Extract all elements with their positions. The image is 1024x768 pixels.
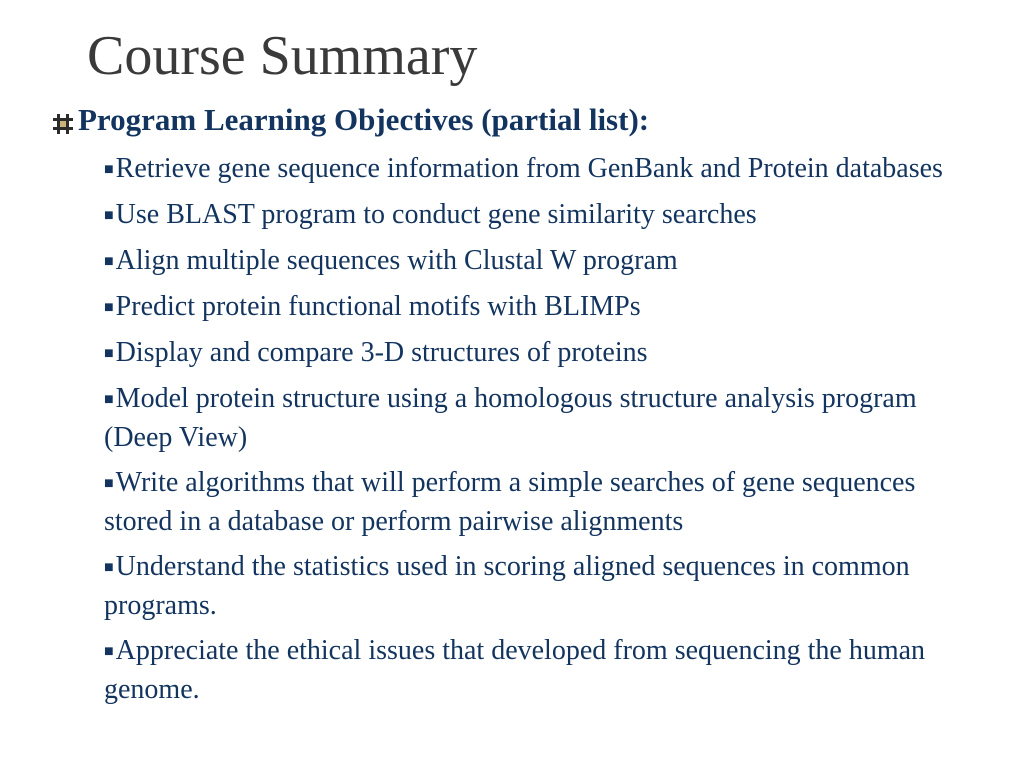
list-item	[104, 464, 984, 541]
objective-text: Retrieve gene sequence information from GenBank and Protein databases	[115, 153, 943, 184]
hash-grid-bullet-icon	[52, 113, 74, 135]
objective-text: Align multiple sequences with Clustal W program	[115, 245, 678, 276]
list-item	[104, 196, 984, 235]
square-bullet-icon: ■	[104, 345, 114, 362]
square-bullet-icon: ■	[104, 391, 114, 408]
list-item	[104, 150, 984, 189]
objective-text: Model protein structure using a homologous structure analysis program (Deep View)	[104, 383, 917, 453]
square-bullet-icon: ■	[104, 161, 114, 178]
objectives-list	[104, 150, 984, 716]
square-bullet-icon: ■	[104, 253, 114, 270]
square-bullet-icon: ■	[104, 643, 114, 660]
list-item	[104, 380, 984, 457]
list-item	[104, 632, 984, 709]
objectives-heading: Program Learning Objectives (partial list):	[78, 102, 650, 137]
objective-text: Use BLAST program to conduct gene similarity searches	[115, 199, 757, 230]
list-item	[104, 334, 984, 373]
square-bullet-icon: ■	[104, 475, 114, 492]
objective-text: Appreciate the ethical issues that developed from sequencing the human genome.	[104, 635, 926, 705]
square-bullet-icon: ■	[104, 207, 114, 224]
slide-title: Course Summary	[87, 25, 478, 87]
list-item	[104, 548, 984, 625]
objective-text: Understand the statistics used in scoring aligned sequences in common programs.	[104, 551, 910, 621]
objectives-heading-row	[52, 101, 649, 138]
objective-text: Write algorithms that will perform a simple searches of gene sequences stored in a database or perform pairwise alignments	[104, 467, 916, 537]
objective-text: Display and compare 3-D structures of proteins	[115, 337, 648, 368]
list-item	[104, 288, 984, 327]
square-bullet-icon: ■	[104, 559, 114, 576]
list-item	[104, 242, 984, 281]
square-bullet-icon: ■	[104, 299, 114, 316]
objective-text: Predict protein functional motifs with BLIMPs	[115, 291, 641, 322]
